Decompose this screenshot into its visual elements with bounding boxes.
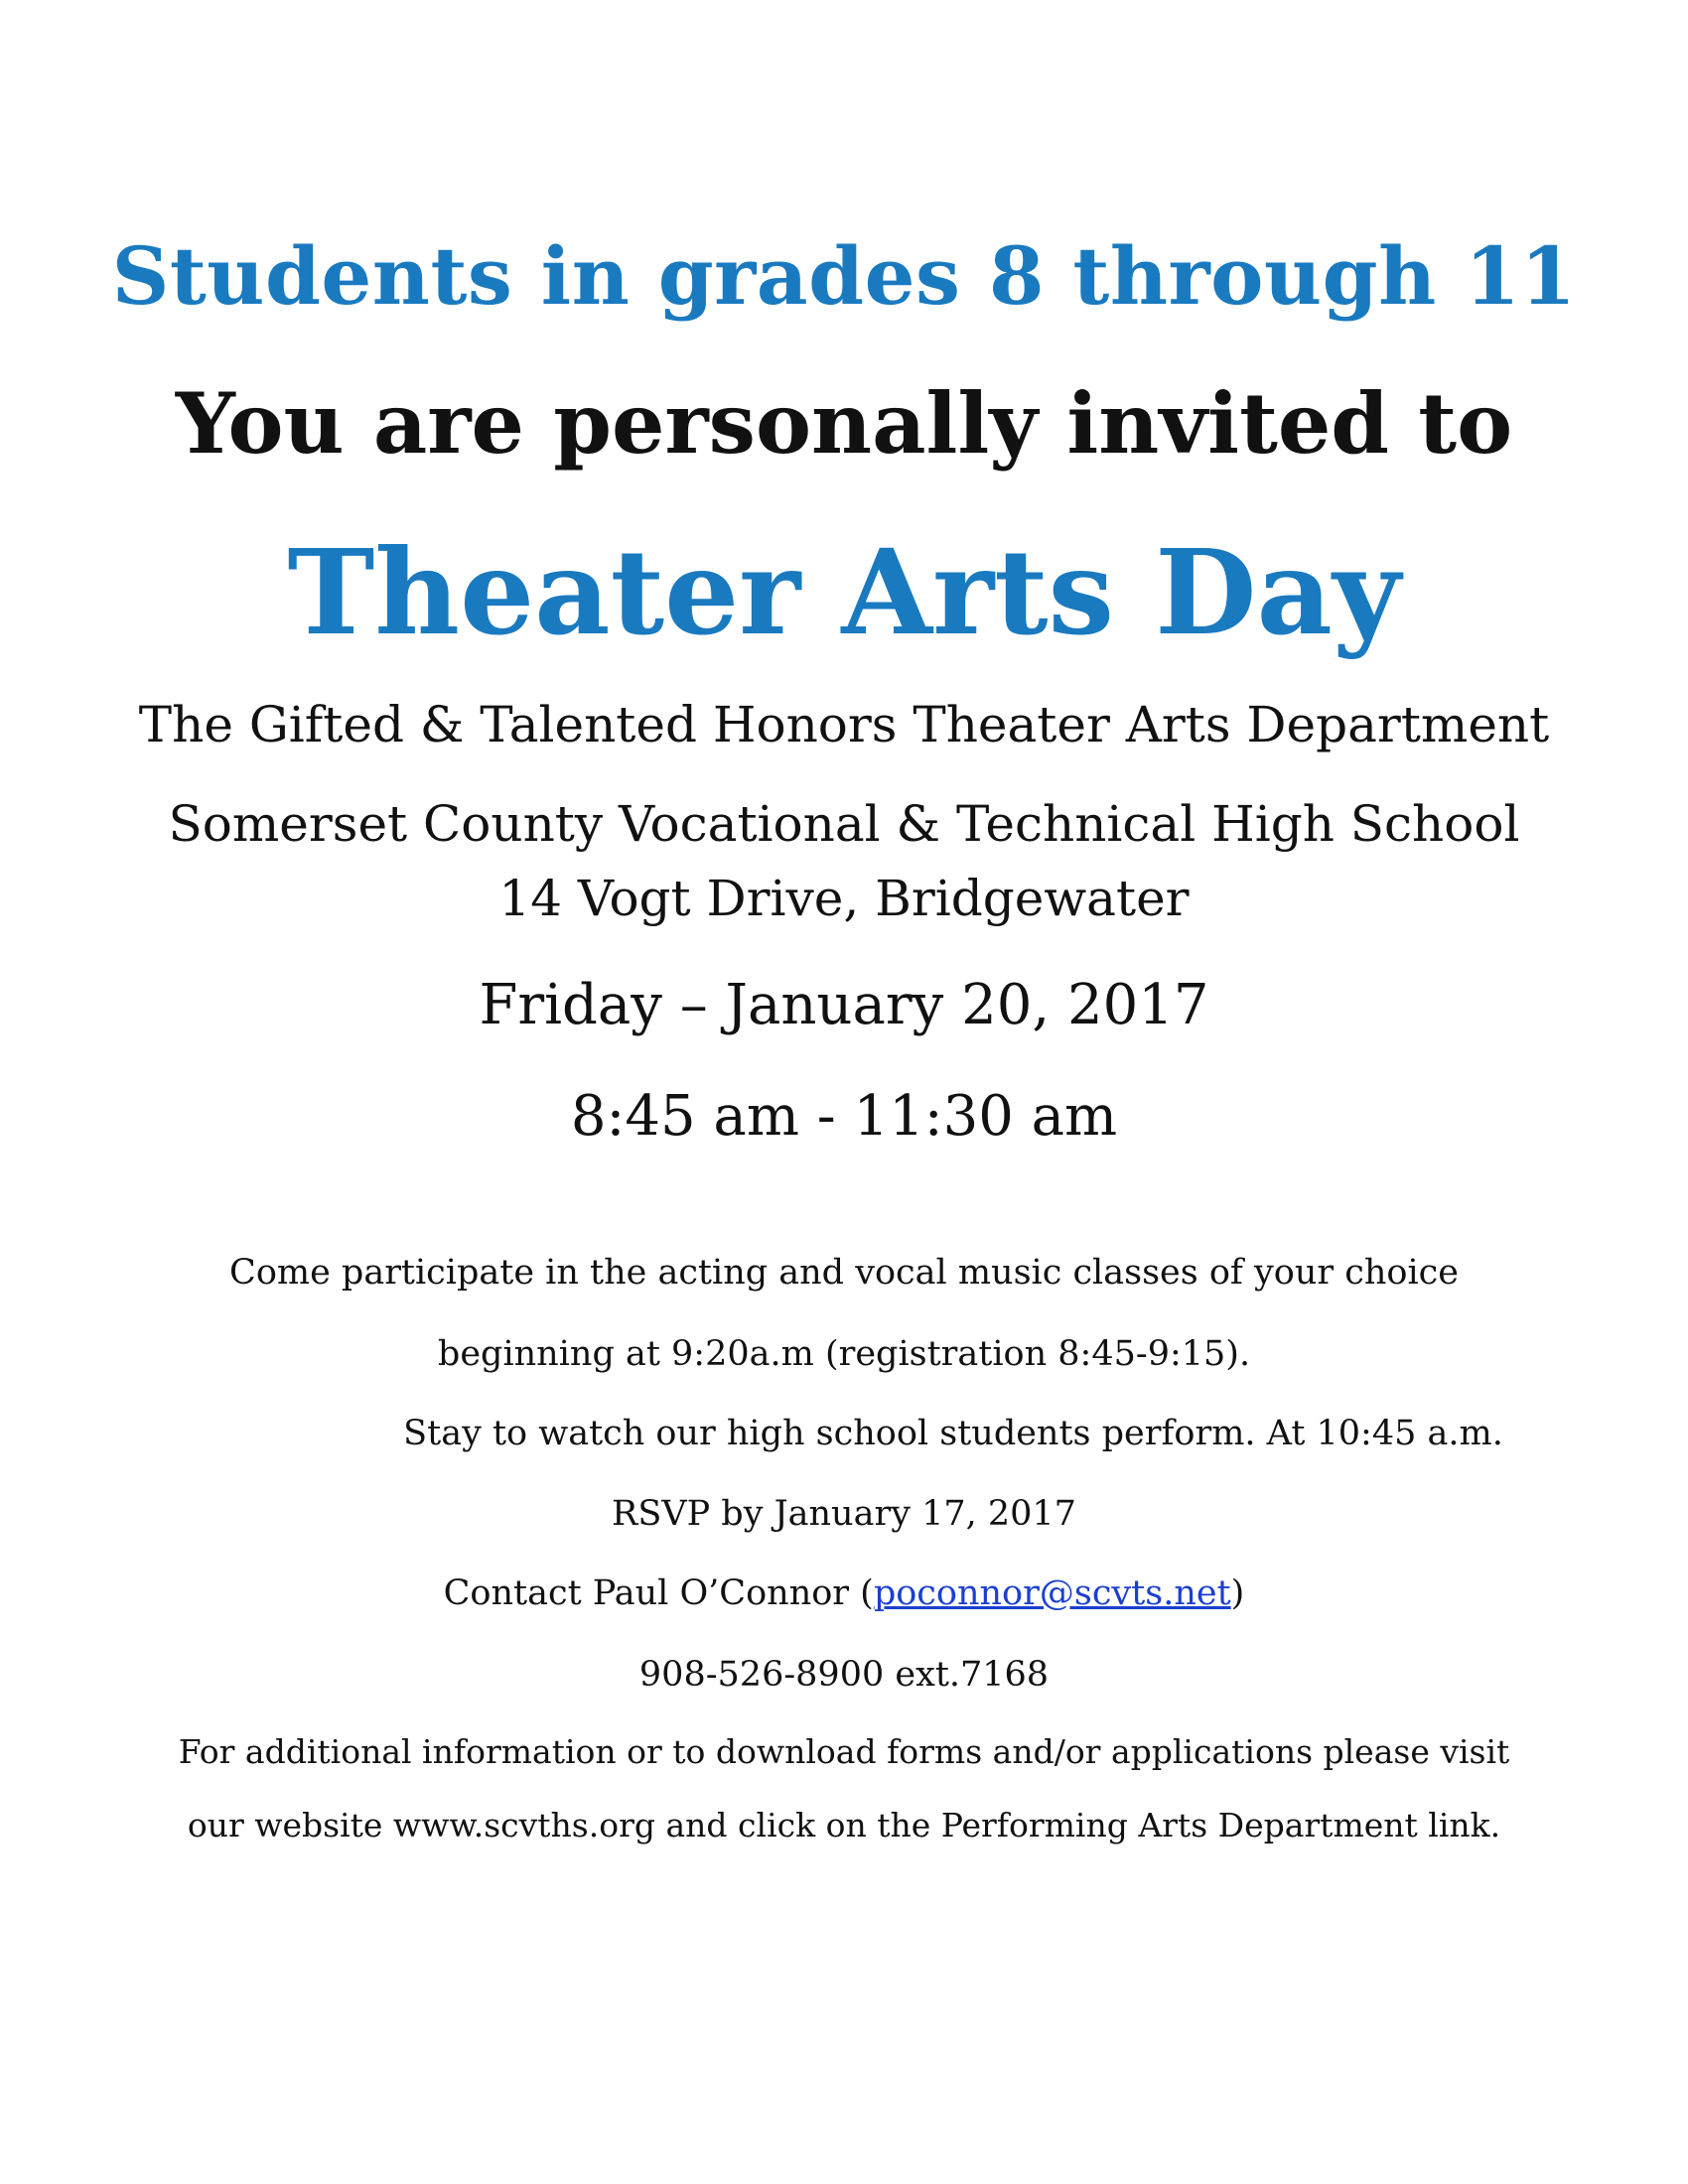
- rsvp-text: RSVP by January 17, 2017: [612, 1494, 1076, 1534]
- event-date: Friday – January 20, 2017: [479, 973, 1209, 1037]
- event-title: Theater Arts Day: [287, 523, 1401, 661]
- start-time-text: beginning at 9:20a.m (registration 8:45-9:15).: [437, 1334, 1251, 1374]
- phone-number: 908-526-8900 ext.7168: [638, 1655, 1050, 1695]
- invitation-heading: You are personally invited to: [175, 374, 1513, 473]
- contact-email-link[interactable]: poconnor@scvts.net: [873, 1573, 1231, 1613]
- more-info-line-1: For additional information or to download forms and/or applications please visit: [178, 1732, 1510, 1771]
- contact-prefix: Contact Paul O’Connor (: [443, 1573, 874, 1613]
- contact-suffix: ): [1230, 1573, 1245, 1613]
- more-info-line-2: our website www.scvths.org and click on the Performing Arts Department link.: [187, 1806, 1501, 1844]
- contact-line: [0, 1573, 1688, 1613]
- performance-text: Stay to watch our high school students perform. At 10:45 a.m.: [403, 1414, 1503, 1453]
- participate-text: Come participate in the acting and vocal music classes of your choice: [229, 1253, 1459, 1293]
- event-time: 8:45 am - 11:30 am: [570, 1084, 1118, 1149]
- school-address: 14 Vogt Drive, Bridgewater: [498, 870, 1190, 927]
- department-name: The Gifted & Talented Honors Theater Arts Department: [138, 696, 1550, 753]
- audience-heading: Students in grades 8 through 11: [111, 229, 1577, 323]
- school-name: Somerset County Vocational & Technical High School: [168, 795, 1520, 853]
